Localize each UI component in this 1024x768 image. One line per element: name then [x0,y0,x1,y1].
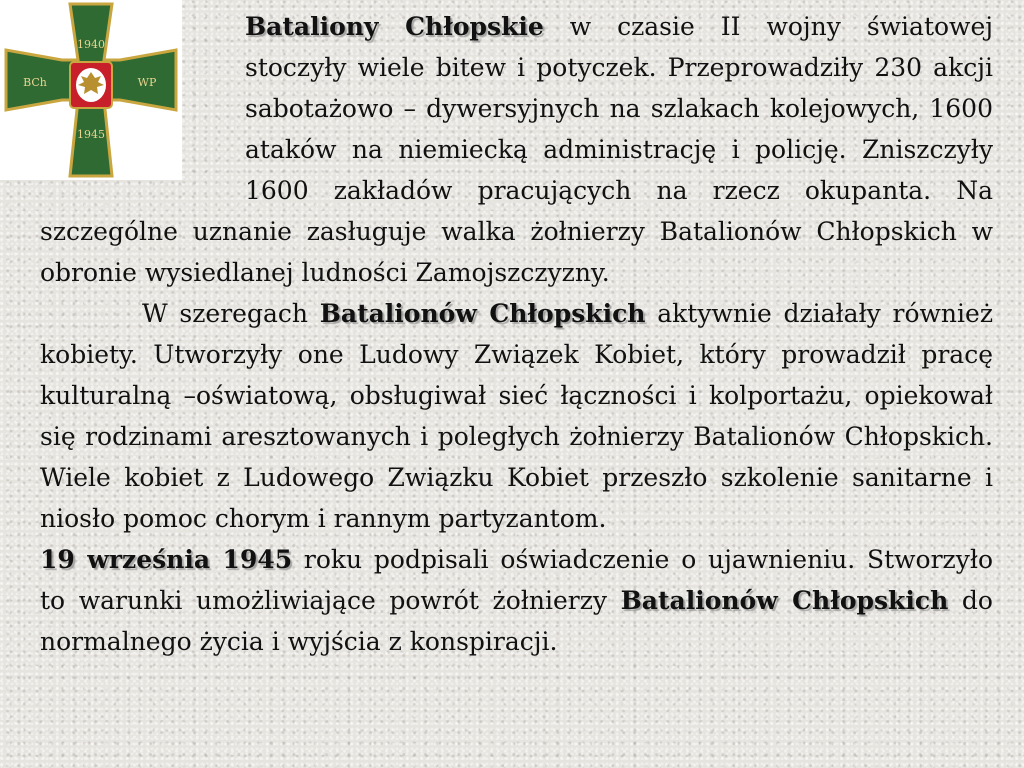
bold-batalionow-chlopskich: Batalionów Chłopskich [319,299,646,328]
paragraph-disclosure-text1: roku podpisali oświadczenie o ujawnieniu. Stworzyło to warunki umożliwiające powrót żołnierzy [40,545,993,615]
body-text [40,6,993,662]
paragraph-disclosure [40,539,993,662]
emblem-right-label: WP [137,76,157,89]
paragraph-disclosure-text2: do normalnego życia i wyjścia z konspiracji. [40,586,993,656]
bold-date: 19 września 1945 [40,545,293,574]
image-float-spacer [40,6,245,172]
bold-batalionow-chlopskich-2: Batalionów Chłopskich [620,586,949,615]
emblem-bottom-year: 1945 [77,128,105,141]
emblem-left-label: BCh [23,76,47,89]
paragraph-women [40,293,993,539]
emblem-top-year: 1940 [77,38,105,51]
bold-bataliony-chlopskie: Bataliony Chłopskie [245,12,544,41]
paragraph-battles-text: w czasie II wojny światowej stoczyły wiele bitew i potyczek. Przeprowadziły 230 akcji sabotażowo – dywersyjnych na szlakach kolejowych, 1600 ataków na niemiecką administrację i policję. Zniszczyły 1600 zakładów pracujących na rzecz okupanta. Na szczególne uznanie zasługuje walka żołnierzy Batalionów Chłopskich w obronie wysiedlanej ludności Zamojszczyzny. [40,12,993,287]
paragraph-women-pre: W szeregach [142,299,320,328]
paragraph-women-text: aktywnie działały również kobiety. Utworzyły one Ludowy Związek Kobiet, który prowadził pracę kulturalną –oświatową, obsługiwał sieć łączności i kolportażu, opiekował się rodzinami aresztowanych i poległych żołnierzy Batalionów Chłopskich. Wiele kobiet z Ludowego Związku Kobiet przeszło szkolenie sanitarne i niosło pomoc chorym i rannym partyzantom. [40,299,993,533]
